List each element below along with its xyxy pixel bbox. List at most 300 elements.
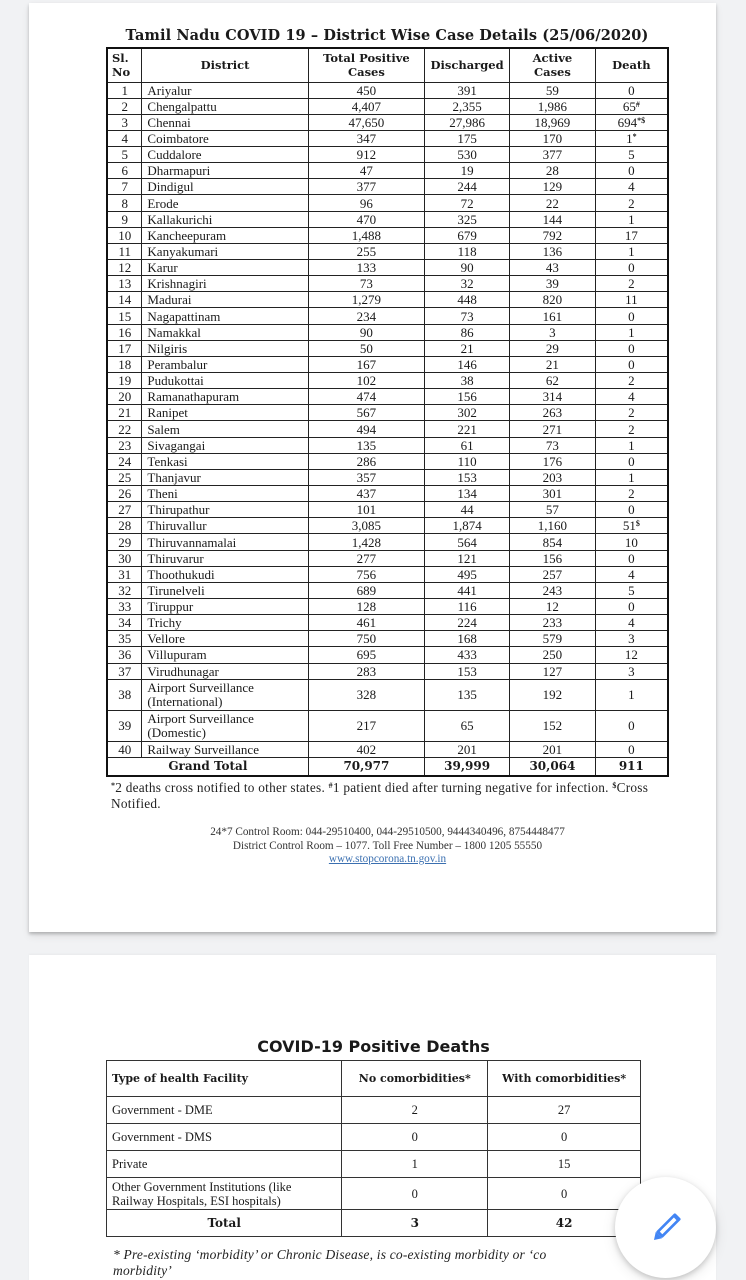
cell-total-positive: 357 [308,469,424,485]
table-row [107,1178,641,1210]
cell-death: 65# [595,98,668,114]
cell-district: Pudukottai [142,373,308,389]
table-row [107,550,668,566]
cell-sl-no: 22 [107,421,142,437]
control-room-numbers: 24*7 Control Room: 044-29510400, 044-29510500, 9444340496, 8754448477 [210,826,565,838]
cell-sl-no: 16 [107,324,142,340]
footnote-star-text: 2 deaths cross notified to other states. [115,780,329,795]
header-sl-no: Sl. No [107,48,142,82]
cell-discharged: 135 [425,679,510,710]
cell-discharged: 153 [425,469,510,485]
cell-district: Sivagangai [142,437,308,453]
cell-active: 152 [510,710,596,741]
grand-total-row [107,757,668,776]
cell-total-positive: 234 [308,308,424,324]
cell-death: 1 [595,211,668,227]
header-with-comorbidities: With comorbidities* [488,1061,641,1097]
cell-total-positive: 567 [308,405,424,421]
cell-discharged: 134 [425,486,510,502]
cell-active: 59 [510,82,596,98]
cell-district: Thanjavur [142,469,308,485]
grand-total-active: 30,064 [510,757,596,776]
cell-discharged: 32 [425,276,510,292]
table-row [107,582,668,598]
cell-sl-no: 5 [107,147,142,163]
footnotes [111,780,671,812]
cell-sl-no: 2 [107,98,142,114]
table-row [107,308,668,324]
header-active-cases: Active Cases [510,48,596,82]
cell-active: 57 [510,502,596,518]
cell-discharged: 224 [425,615,510,631]
cell-with-comorbidities: 0 [488,1178,641,1210]
cell-sl-no: 13 [107,276,142,292]
deaths-total-row [107,1210,641,1237]
cell-sl-no: 6 [107,163,142,179]
edit-fab-button[interactable] [615,1177,716,1278]
pencil-icon [646,1208,686,1248]
cell-death: 0 [595,550,668,566]
table-row [107,486,668,502]
stopcorona-link[interactable]: www.stopcorona.tn.gov.in [328,853,447,865]
cell-total-positive: 750 [308,631,424,647]
cell-death: 4 [595,389,668,405]
cell-discharged: 495 [425,566,510,582]
cell-sl-no: 10 [107,227,142,243]
cell-active: 136 [510,243,596,259]
cell-district: Nilgiris [142,340,308,356]
footnote-dollar-mark: $ [612,781,617,790]
table-row [107,1151,641,1178]
cell-discharged: 201 [425,741,510,757]
cell-death: 0 [595,453,668,469]
cell-death: 4 [595,566,668,582]
document-page-1 [29,3,716,932]
cell-discharged: 564 [425,534,510,550]
cell-total-positive: 912 [308,147,424,163]
facility-type-line1: Other Government Institutions (like [112,1179,292,1194]
cell-district: Madurai [142,292,308,308]
cell-district: Salem [142,421,308,437]
district-name-line2: (International) [147,693,223,709]
cell-total-positive: 695 [308,647,424,663]
cell-sl-no: 30 [107,550,142,566]
cell-district: Krishnagiri [142,276,308,292]
cell-active: 201 [510,741,596,757]
cell-total-positive: 277 [308,550,424,566]
table-row [107,324,668,340]
cell-discharged: 72 [425,195,510,211]
header-facility-type: Type of health Facility [107,1061,342,1097]
cell-sl-no: 39 [107,710,142,741]
cell-district: Thiruvallur [142,518,308,534]
cell-total-positive: 756 [308,566,424,582]
cell-discharged: 1,874 [425,518,510,534]
cell-active: 18,969 [510,114,596,130]
cell-active: 233 [510,615,596,631]
comorbidity-note-line1: * Pre-existing ‘morbidity’ or Chronic Disease, is co-existing morbidity or ‘co [113,1247,547,1262]
cell-sl-no: 14 [107,292,142,308]
table-row [107,502,668,518]
cell-death: 4 [595,179,668,195]
death-footnote-mark: $ [635,519,640,529]
grand-total-death: 911 [595,757,668,776]
cell-sl-no: 7 [107,179,142,195]
cell-sl-no: 35 [107,631,142,647]
cell-with-comorbidities: 0 [488,1124,641,1151]
table-row [107,211,668,227]
cell-death: 1* [595,130,668,146]
table-row [107,276,668,292]
cell-sl-no: 25 [107,469,142,485]
cell-death: 2 [595,405,668,421]
cell-district: Karur [142,260,308,276]
table-row [107,437,668,453]
cell-sl-no: 26 [107,486,142,502]
cell-death: 1 [595,679,668,710]
cell-sl-no: 18 [107,356,142,372]
cell-death: 51$ [595,518,668,534]
table-row [107,663,668,679]
cell-active: 1,986 [510,98,596,114]
cell-discharged: 65 [425,710,510,741]
cell-active: 301 [510,486,596,502]
table-row [107,227,668,243]
death-footnote-mark: * [632,131,637,141]
cell-active: 314 [510,389,596,405]
cell-death: 0 [595,356,668,372]
cell-death: 1 [595,243,668,259]
table-row [107,179,668,195]
cell-sl-no: 31 [107,566,142,582]
cell-discharged: 21 [425,340,510,356]
cell-death: 17 [595,227,668,243]
deaths-header-row [107,1061,641,1097]
cell-sl-no: 21 [107,405,142,421]
cell-active: 792 [510,227,596,243]
grand-total-positive: 70,977 [308,757,424,776]
cell-death: 0 [595,163,668,179]
cell-sl-no: 34 [107,615,142,631]
cell-total-positive: 402 [308,741,424,757]
cell-discharged: 244 [425,179,510,195]
cell-discharged: 391 [425,82,510,98]
cell-death: 3 [595,663,668,679]
cell-death: 2 [595,486,668,502]
cell-active: 243 [510,582,596,598]
cell-sl-no: 12 [107,260,142,276]
cell-death: 0 [595,308,668,324]
footnote-dollar-text: Cross Notified. [111,780,649,811]
cell-total-positive: 47 [308,163,424,179]
cell-discharged: 118 [425,243,510,259]
cell-total-positive: 1,279 [308,292,424,308]
table-row [107,243,668,259]
cell-sl-no: 27 [107,502,142,518]
facility-type-line2: Railway Hospitals, ESI hospitals) [112,1193,281,1208]
cell-active: 12 [510,599,596,615]
cell-no-comorbidities: 1 [342,1151,488,1178]
cell-death: 694*$ [595,114,668,130]
cell-death: 3 [595,631,668,647]
cell-district: Dharmapuri [142,163,308,179]
cell-district: Thiruvarur [142,550,308,566]
table-row [107,260,668,276]
table-row [107,130,668,146]
cell-district: Tirunelveli [142,582,308,598]
cell-active: 73 [510,437,596,453]
header-district: District [142,48,308,82]
cell-total-positive: 90 [308,324,424,340]
cell-active: 62 [510,373,596,389]
table-header-row [107,48,668,82]
cell-district: Virudhunagar [142,663,308,679]
cell-total-positive: 470 [308,211,424,227]
cell-total-positive: 450 [308,82,424,98]
comorbidity-note-line2: morbidity’ [113,1263,172,1278]
cell-active: 257 [510,566,596,582]
cell-active: 28 [510,163,596,179]
cell-total-positive: 3,085 [308,518,424,534]
cell-district: Namakkal [142,324,308,340]
cell-total-positive: 286 [308,453,424,469]
cell-discharged: 433 [425,647,510,663]
cell-sl-no: 40 [107,741,142,757]
cell-district: Tenkasi [142,453,308,469]
cell-active: 192 [510,679,596,710]
cell-district: Trichy [142,615,308,631]
cell-total-positive: 96 [308,195,424,211]
district-name-line2: (Domestic) [147,724,206,740]
cell-active: 1,160 [510,518,596,534]
cell-active: 21 [510,356,596,372]
cell-district: Tiruppur [142,599,308,615]
cell-total-positive: 101 [308,502,424,518]
cell-no-comorbidities: 0 [342,1178,488,1210]
cell-district: Cuddalore [142,147,308,163]
cell-total-positive: 167 [308,356,424,372]
cell-death: 4 [595,615,668,631]
cell-discharged: 530 [425,147,510,163]
table-row [107,147,668,163]
cell-total-positive: 255 [308,243,424,259]
cell-death: 0 [595,260,668,276]
cell-total-positive: 1,488 [308,227,424,243]
cell-death: 5 [595,582,668,598]
cell-total-positive: 461 [308,615,424,631]
table-row [107,195,668,211]
table-row [107,356,668,372]
table-row [107,631,668,647]
cell-total-positive: 217 [308,710,424,741]
cell-active: 170 [510,130,596,146]
cell-district: Nagapattinam [142,308,308,324]
cell-death: 5 [595,147,668,163]
cell-sl-no: 1 [107,82,142,98]
cell-death: 1 [595,469,668,485]
cell-district: Thiruvannamalai [142,534,308,550]
cell-sl-no: 33 [107,599,142,615]
document-page-2 [29,955,716,1280]
cell-total-positive: 133 [308,260,424,276]
table-row [107,421,668,437]
table-row [107,82,668,98]
table-row [107,373,668,389]
cell-active: 22 [510,195,596,211]
cell-total-positive: 1,428 [308,534,424,550]
cell-active: 263 [510,405,596,421]
cell-district: Chengalpattu [142,98,308,114]
cell-discharged: 153 [425,663,510,679]
cell-no-comorbidities: 2 [342,1097,488,1124]
cell-active: 127 [510,663,596,679]
cell-sl-no: 32 [107,582,142,598]
cell-active: 820 [510,292,596,308]
table-row [107,405,668,421]
table-row [107,469,668,485]
cell-death: 2 [595,373,668,389]
cell-death: 2 [595,421,668,437]
table-row [107,710,668,741]
cell-discharged: 19 [425,163,510,179]
cell-district: Vellore [142,631,308,647]
cell-facility-type: Private [107,1151,342,1178]
cell-active: 43 [510,260,596,276]
table-row [107,453,668,469]
table-row [107,114,668,130]
header-total-positive: Total Positive Cases [308,48,424,82]
cell-total-positive: 474 [308,389,424,405]
cell-sl-no: 29 [107,534,142,550]
comorbidity-note [113,1247,653,1279]
cell-death: 0 [595,502,668,518]
cell-death: 0 [595,741,668,757]
cell-death: 2 [595,195,668,211]
cell-discharged: 61 [425,437,510,453]
table-row [107,1097,641,1124]
cell-active: 854 [510,534,596,550]
table-row [107,647,668,663]
cell-active: 3 [510,324,596,340]
total-with-comorbidities: 42 [488,1210,641,1237]
cell-death: 12 [595,647,668,663]
cell-discharged: 146 [425,356,510,372]
cell-active: 579 [510,631,596,647]
cell-discharged: 168 [425,631,510,647]
grand-total-discharged: 39,999 [425,757,510,776]
cell-active: 203 [510,469,596,485]
cell-district: Villupuram [142,647,308,663]
cell-discharged: 86 [425,324,510,340]
cell-district: Erode [142,195,308,211]
cell-district: Ramanathapuram [142,389,308,405]
header-discharged: Discharged [425,48,510,82]
cell-sl-no: 3 [107,114,142,130]
cell-district: Kancheepuram [142,227,308,243]
cell-district [142,710,308,741]
cell-death: 1 [595,437,668,453]
cell-discharged: 156 [425,389,510,405]
cell-death: 0 [595,710,668,741]
death-footnote-mark: *$ [637,115,646,125]
footnote-hash-mark: # [328,781,333,790]
cell-discharged: 90 [425,260,510,276]
deaths-by-facility-table [106,1060,641,1237]
cell-district: Dindigul [142,179,308,195]
total-label: Total [107,1210,342,1237]
footnote-hash-text: 1 patient died after turning negative for infection. [332,780,613,795]
cell-sl-no: 37 [107,663,142,679]
table-row [107,534,668,550]
header-death: Death [595,48,668,82]
cell-death: 10 [595,534,668,550]
cell-death: 0 [595,599,668,615]
cell-total-positive: 47,650 [308,114,424,130]
cell-district: Perambalur [142,356,308,372]
cell-total-positive: 377 [308,179,424,195]
cell-total-positive: 73 [308,276,424,292]
district-name-line1: Airport Surveillance [147,710,254,726]
cell-facility-type: Government - DME [107,1097,342,1124]
cell-with-comorbidities: 27 [488,1097,641,1124]
cell-active: 176 [510,453,596,469]
district-case-table [106,47,669,777]
cell-district: Railway Surveillance [142,741,308,757]
cell-sl-no: 38 [107,679,142,710]
cell-total-positive: 135 [308,437,424,453]
cell-district: Kanyakumari [142,243,308,259]
cell-discharged: 73 [425,308,510,324]
grand-total-label: Grand Total [107,757,308,776]
cell-active: 29 [510,340,596,356]
footnote-star-mark: * [111,781,116,790]
cell-sl-no: 23 [107,437,142,453]
cell-active: 250 [510,647,596,663]
table-row [107,98,668,114]
cell-with-comorbidities: 15 [488,1151,641,1178]
cell-discharged: 325 [425,211,510,227]
table-row [107,741,668,757]
cell-active: 161 [510,308,596,324]
district-control-room: District Control Room – 1077. Toll Free Number – 1800 1205 55550 [232,839,543,852]
cell-total-positive: 283 [308,663,424,679]
header-no-comorbidities: No comorbidities* [342,1061,488,1097]
table-row [107,566,668,582]
table-row [107,518,668,534]
cell-facility-type [107,1178,342,1210]
cell-district [142,679,308,710]
table-row [107,679,668,710]
cell-total-positive: 102 [308,373,424,389]
cell-death: 1 [595,324,668,340]
cell-discharged: 121 [425,550,510,566]
cell-district: Thoothukudi [142,566,308,582]
cell-active: 39 [510,276,596,292]
cell-no-comorbidities: 0 [342,1124,488,1151]
district-name-line1: Airport Surveillance [147,679,254,695]
cell-sl-no: 17 [107,340,142,356]
cell-total-positive: 347 [308,130,424,146]
cell-sl-no: 24 [107,453,142,469]
contact-info [106,826,669,867]
cell-discharged: 679 [425,227,510,243]
death-footnote-mark: # [635,99,640,109]
cell-active: 271 [510,421,596,437]
cell-total-positive: 437 [308,486,424,502]
cell-death: 0 [595,82,668,98]
cell-sl-no: 20 [107,389,142,405]
cell-discharged: 441 [425,582,510,598]
